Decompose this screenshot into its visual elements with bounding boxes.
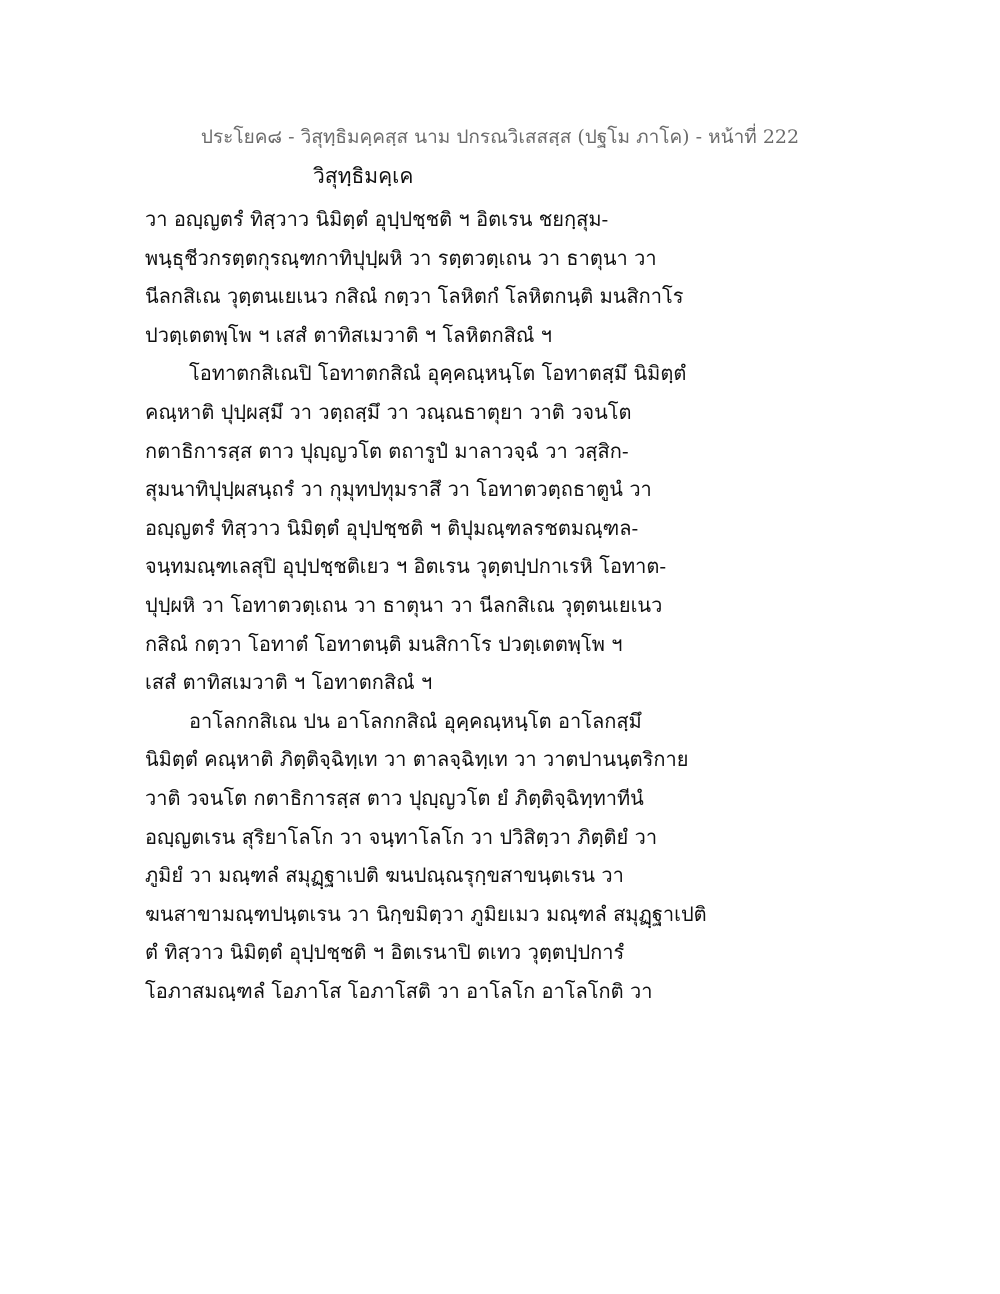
text-line: ภูมิยํ วา มณฺฑลํ สมุฏฺฐาเปติ ฆนปณฺณรุกฺขสาขนฺตเรน วา — [145, 863, 624, 888]
text-line: อญฺญตเรน สุริยาโลโก วา จนฺทาโลโก วา ปวิสิตฺวา ภิตฺติยํ วา — [145, 824, 658, 849]
text-line: โอภาสมณฺฑลํ โอภาโส โอภาโสติ วา อาโลโก อาโลโกติ วา — [145, 978, 653, 1003]
text-line: คณฺหาติ ปุปฺผสฺมึ วา วตฺถสฺมึ วา วณฺณธาตุยา วาติ วจนโต — [145, 399, 632, 424]
page-header: ประโยค๘ - วิสุทฺธิมคฺคสฺส นาม ปกรณวิเสสสฺส (ปฐโม ภาโค) - หน้าที่ 222 — [200, 126, 800, 148]
text-line: สุมนาทิปุปฺผสนฺถรํ วา กุมุทปทุมราสึ วา โอทาตวตฺถธาตูนํ วา — [145, 477, 652, 502]
section-title: วิสุทฺธิมคฺเค — [313, 164, 414, 188]
text-line: ปุปฺผหิ วา โอทาตวตฺเถน วา ธาตุนา วา นีลกสิเณ วุตฺตนเยเนว — [145, 592, 663, 617]
text-line: วาติ วจนโต กตาธิการสฺส ตาว ปุญฺญวโต ยํ ภิตฺติจฺฉิทฺทาทีนํ — [145, 785, 644, 810]
text-line: นิมิตฺตํ คณฺหาติ ภิตฺติจฺฉิทฺเท วา ตาลจฺฉิทฺเท วา วาตปานนฺตริกาย — [145, 747, 689, 772]
paragraph-start-line: โอทาตกสิเณปิ โอทาตกสิณํ อุคฺคณฺหนฺโต โอทาตสฺมึ นิมิตฺตํ — [189, 361, 687, 386]
text-line: ตํ ทิสฺวาว นิมิตฺตํ อุปฺปชฺชติ ฯ อิตเรนาปิ ตเทว วุตฺตปฺปการํ — [145, 940, 625, 965]
text-line: ฆนสาขามณฺฑปนฺตเรน วา นิกฺขมิตฺวา ภูมิยเมว มณฺฑลํ สมุฏฺฐาเปติ — [145, 901, 707, 926]
text-line: กตาธิการสฺส ตาว ปุญฺญวโต ตถารูปํ มาลาวจฺฉํ วา วสฺสิก- — [145, 438, 629, 463]
text-line: วา อญฺญตรํ ทิสฺวาว นิมิตฺตํ อุปฺปชฺชติ ฯ อิตเรน ชยกฺสุม- — [145, 207, 609, 231]
body-text — [145, 200, 865, 1010]
text-line: เสสํ ตาทิสเมวาติ ฯ โอทาตกสิณํ ฯ — [145, 670, 433, 695]
text-line: กสิณํ กตฺวา โอทาตํ โอทาตนฺติ มนสิกาโร ปวตฺเตตพฺโพ ฯ — [145, 631, 623, 656]
text-line: จนฺทมณฺฑเลสุปิ อุปฺปชฺชติเยว ฯ อิตเรน วุตฺตปฺปกาเรหิ โอทาต- — [145, 554, 667, 579]
text-line: พนฺธุชีวกรตฺตกุรณฺฑกาทิปุปฺผหิ วา รตฺตวตฺเถน วา ธาตุนา วา — [145, 245, 657, 270]
text-line: นีลกสิเณ วุตฺตนเยเนว กสิณํ กตฺวา โลหิตกํ โลหิตกนฺติ มนสิกาโร — [145, 284, 684, 309]
text-line: ปวตฺเตตพฺโพ ฯ เสสํ ตาทิสเมวาติ ฯ โลหิตกสิณํ ฯ — [145, 322, 553, 347]
paragraph-start-line: อาโลกกสิเณ ปน อาโลกกสิณํ อุคฺคณฺหนฺโต อาโลกสฺมึ — [189, 708, 642, 733]
text-line: อญฺญตรํ ทิสฺวาว นิมิตฺตํ อุปฺปชฺชติ ฯ ติปุมณฺฑลรชตมณฺฑล- — [145, 515, 639, 540]
